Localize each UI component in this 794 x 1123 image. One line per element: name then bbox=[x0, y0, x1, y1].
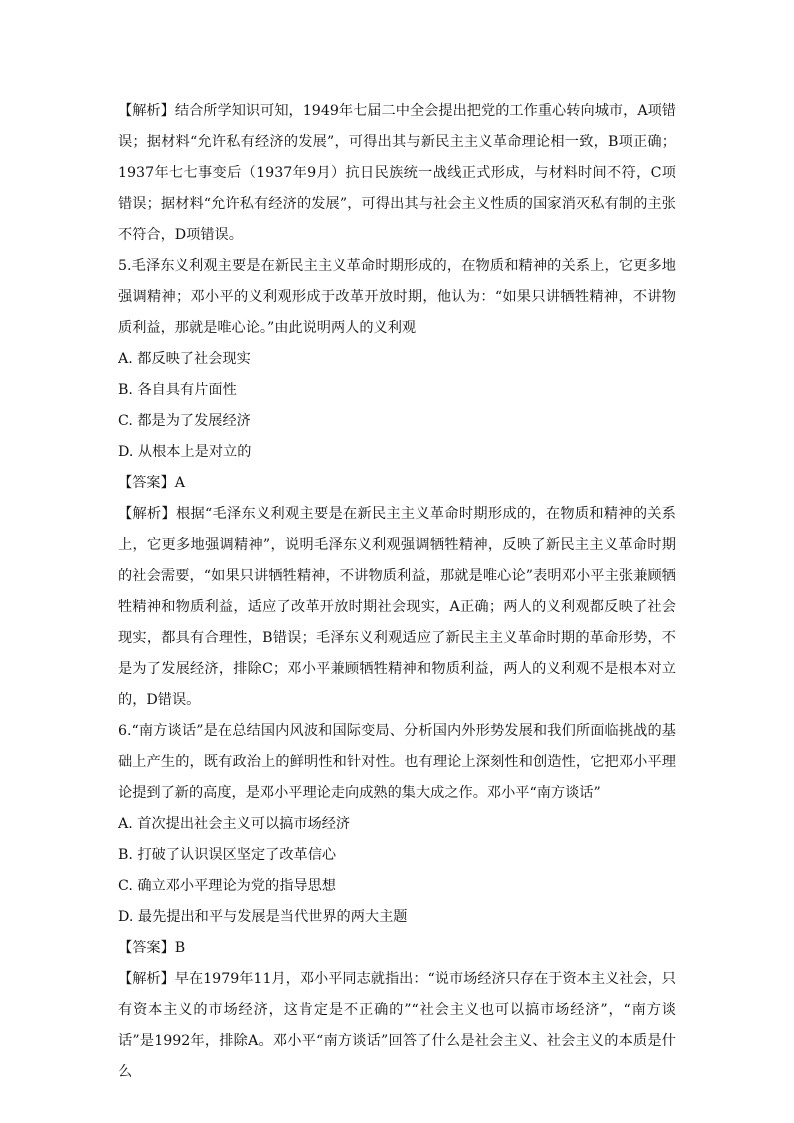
option-b: B. 打破了认识误区坚定了改革信心 bbox=[118, 847, 337, 863]
question-6 bbox=[118, 716, 676, 933]
answer-label: 【答案】 bbox=[118, 940, 175, 956]
analysis-text: 根据“毛泽东义利观主要是在新民主主义革命时期形成的，在物质和精神的关系上，它更多地强调精神”，说明毛泽东义利观强调牺牲精神，反映了新民主主义革命时期的社会需要，“如果只讲牺牲精神，不讲物质利益，那就是唯心论”表明邓小平主张兼顾牺牲精神和物质利益，适应了改革开放时期社会现实，A正确；两人的义利观都反映了社会现实，都具有合理性，B错误；毛泽东义利观适应了新民主主义革命时期的革命形势，不是为了发展经济，排除C；邓小平兼顾牺牲精神和物质利益，两人的义利观不是根本对立的，D错误。 bbox=[118, 506, 676, 708]
analysis-label: 【解析】 bbox=[118, 971, 175, 987]
question-stem: 5.毛泽东义利观主要是在新民主主义革命时期形成的，在物质和精神的关系上，它更多地强调精神；邓小平的义利观形成于改革开放时期，他认为：“如果只讲牺牲精神，不讲物质利益，那就是唯心论。”由此说明两人的义利观 bbox=[118, 258, 676, 336]
analysis-text: 结合所学知识可知，1949年七届二中全会提出把党的工作重心转向城市，A项错误；据材料“允许私有经济的发展”，可得出其与新民主主义革命理论相一致，B项正确；1937年七七事变后（1937年9月）抗日民族统一战线正式形成，与材料时间不符，C项错误；据材料“允许私有经济的发展”，可得出其与社会主义性质的国家消灭私有制的主张不符合，D项错误。 bbox=[118, 103, 676, 243]
option-d: D. 最先提出和平与发展是当代世界的两大主题 bbox=[118, 909, 408, 925]
analysis-paragraph bbox=[118, 96, 676, 251]
document-content bbox=[118, 96, 676, 1088]
analysis-text: 早在1979年11月，邓小平同志就指出：“说市场经济只存在于资本主义社会，只有资本主义的市场经济，这肯定是不正确的”“社会主义也可以搞市场经济”，“南方谈话”是1992年，排除A。邓小平“南方谈话”回答了什么是社会主义、社会主义的本质是什么 bbox=[118, 971, 676, 1080]
option-a: A. 都反映了社会现实 bbox=[118, 351, 251, 367]
question-stem: 6.“南方谈话”是在总结国内风波和国际变局、分析国内外形势发展和我们所面临挑战的基础上产生的，既有政治上的鲜明性和针对性。也有理论上深刻性和创造性，它把邓小平理论提到了新的高度，是邓小平理论走向成熟的集大成之作。邓小平“南方谈话” bbox=[118, 723, 676, 801]
option-d: D. 从根本上是对立的 bbox=[118, 444, 252, 460]
answer-text: B bbox=[174, 940, 186, 956]
analysis-paragraph bbox=[118, 964, 676, 1088]
option-c: C. 都是为了发展经济 bbox=[118, 413, 251, 429]
answer-paragraph bbox=[118, 933, 676, 964]
option-c: C. 确立邓小平理论为党的指导思想 bbox=[118, 878, 336, 894]
analysis-label: 【解析】 bbox=[118, 103, 175, 119]
option-b: B. 各自具有片面性 bbox=[118, 382, 237, 398]
answer-label: 【答案】 bbox=[118, 475, 175, 491]
question-5 bbox=[118, 251, 676, 468]
analysis-paragraph bbox=[118, 499, 676, 716]
analysis-label: 【解析】 bbox=[118, 506, 176, 522]
answer-paragraph bbox=[118, 468, 676, 499]
option-a: A. 首次提出社会主义可以搞市场经济 bbox=[118, 816, 351, 832]
answer-text: A bbox=[174, 475, 186, 491]
